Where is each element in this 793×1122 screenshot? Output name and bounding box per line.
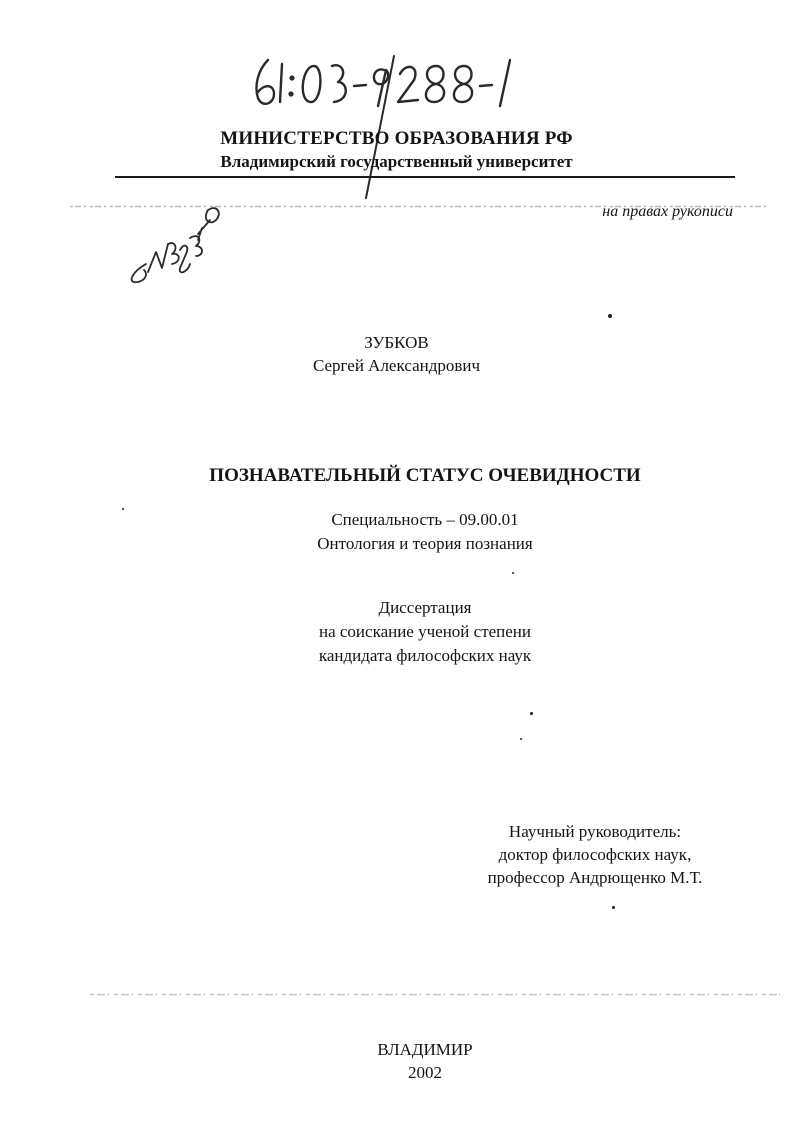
author-name: Сергей Александрович [312,356,481,375]
specialty-name: Онтология и теория познания [317,534,533,553]
scan-speck [608,314,612,318]
scan-speck [520,738,522,740]
author-surname: ЗУБКОВ [364,333,429,352]
dissertation-label: Диссертация [378,598,472,617]
handwritten-signature [118,180,228,290]
scan-speck [122,508,124,510]
city: ВЛАДИМИР [377,1040,473,1059]
year: 2002 [408,1063,442,1082]
degree-line-2: кандидата философских наук [318,646,532,665]
advisor-label: Научный руководитель: [508,822,682,841]
rights-note: на правах рукописи [602,203,733,220]
header-rule [115,176,735,178]
advisor-name: профессор Андрющенко М.Т. [487,868,703,887]
degree-line-1: на соискание ученой степени [318,622,532,641]
university-name: Владимирский государственный университет [220,152,573,171]
scan-speck [612,906,615,909]
scan-speck [512,572,514,574]
scan-artifact-line-bottom [90,993,780,996]
pen-slash-mark [360,52,400,202]
scan-speck [530,712,533,715]
specialty-code: Специальность – 09.00.01 [331,510,519,529]
ministry-heading: МИНИСТЕРСТВО ОБРАЗОВАНИЯ РФ [220,128,573,149]
dissertation-title: ПОЗНАВАТЕЛЬНЫЙ СТАТУС ОЧЕВИДНОСТИ [209,465,641,486]
advisor-degree: доктор философских наук, [498,845,692,864]
